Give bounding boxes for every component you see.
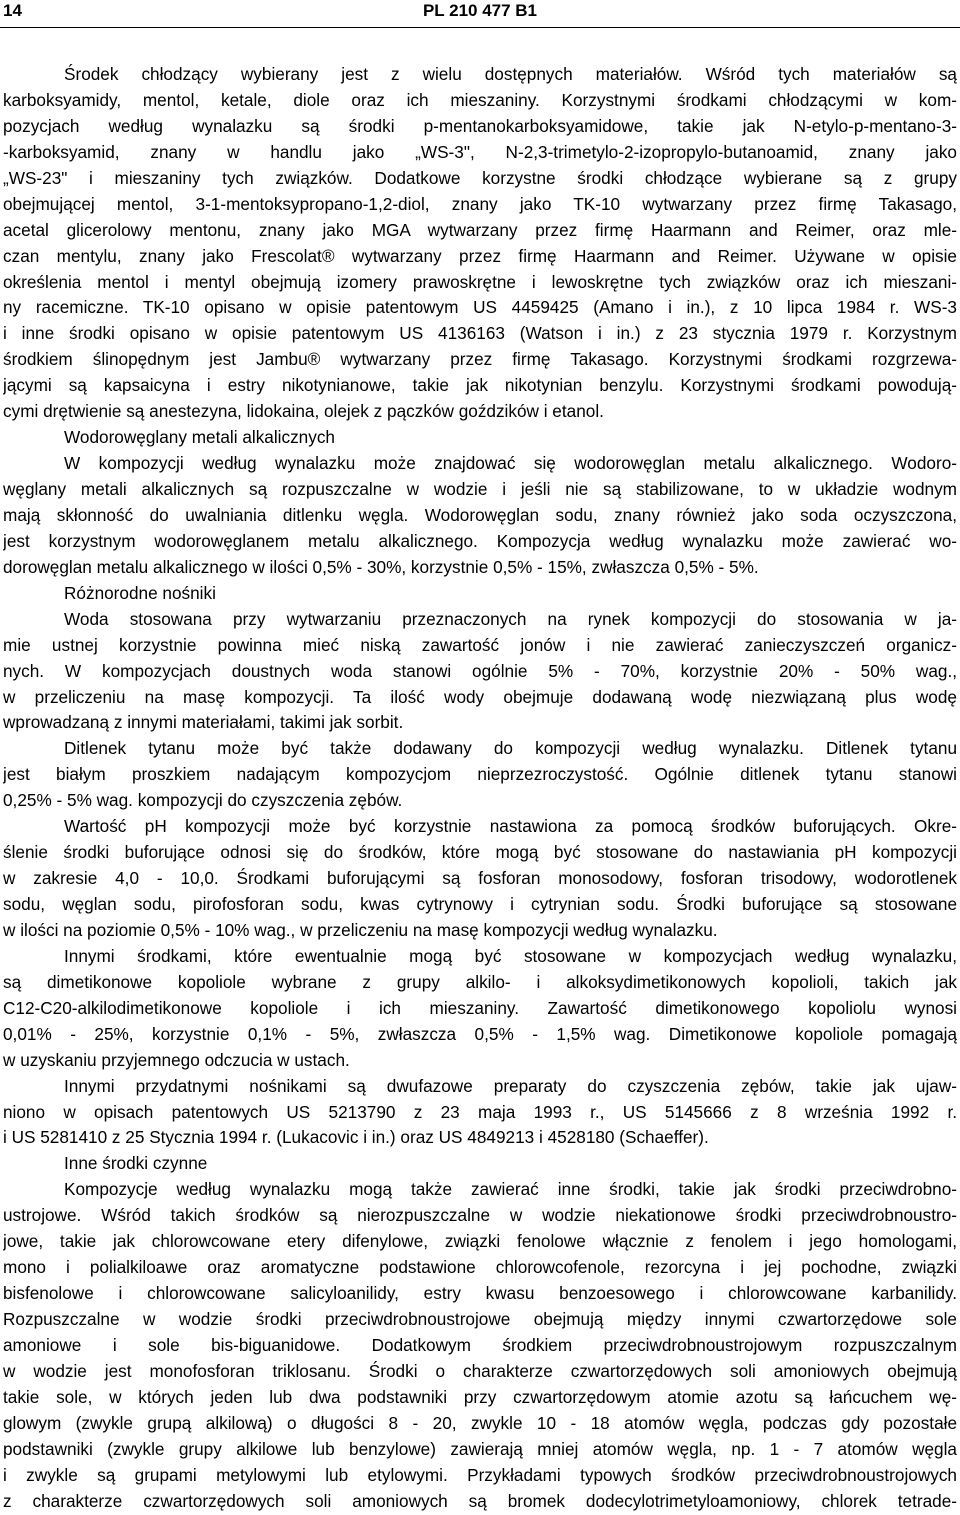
text-line: i inne środki opisano w opisie patentowym US 4136163 (Watson i in.) z 23 stycznia 1979 r. Korzystnym — [3, 323, 957, 344]
text-line: ślenie środki buforujące odnosi się do środków, które mogą być stosowane do nastawiania pH kompozycji — [3, 842, 957, 863]
page-number: 14 — [3, 1, 22, 20]
body-text — [3, 62, 957, 1515]
text-line: Środek chłodzący wybierany jest z wielu dostępnych materiałów. Wśród tych materiałów są — [64, 64, 957, 84]
text-line: acetal glicerolowy mentonu, znany jako MGA wytwarzany przez firmę Haarmann and Reimer, oraz mle- — [3, 219, 957, 240]
text-line: jest korzystnym wodorowęglanem metalu alkalicznego. Kompozycja według wynalazku może zawierać wo- — [3, 530, 957, 551]
text-line: Woda stosowana przy wytwarzaniu przeznaczonych na rynek kompozycji do stosowania w ja- — [64, 608, 957, 629]
text-line: węglany metali alkalicznych są rozpuszczalne w wodzie i jeśli nie są stabilizowane, to w układzie wodnym — [3, 479, 957, 499]
text-line: nych. W kompozycjach doustnych woda stanowi ogólnie 5% - 70%, korzystnie 20% - 50% wag., — [3, 660, 957, 681]
text-line: mają skłonność do uwalniania ditlenku węgla. Wodorowęglan sodu, znany również jako soda oczyszczona, — [3, 504, 957, 525]
patent-number: PL 210 477 B1 — [422, 1, 538, 20]
text-line: jowe, takie jak chlorowcowane etery difenylowe, związki fenolowe włącznie z fenolem i jego homologami, — [3, 1231, 957, 1252]
text-line: wprowadzaną z innymi materiałami, takimi jak sorbit. — [3, 712, 404, 733]
text-line: amoniowe i sole bis-biguanidowe. Dodatkowym środkiem przeciwdrobnoustrojowym rozpuszczalnym — [3, 1334, 957, 1355]
text-line: Rozpuszczalne w wodzie środki przeciwdrobnoustrojowe obejmują między innymi czwartorzędowe sole — [3, 1309, 957, 1329]
text-line: ny racemiczne. TK-10 opisano w opisie patentowym US 4459425 (Amano i in.), z 10 lipca 1984 r. WS-3 — [3, 297, 957, 318]
text-line: sodu, węglan sodu, pirofosforan sodu, kwas cytrynowy i cytrynian sodu. Środki buforujące są stosowane — [3, 894, 957, 914]
text-line: Innymi przydatnymi nośnikami są dwufazowe preparaty do czyszczenia zębów, takie jak ujaw- — [64, 1075, 957, 1096]
text-line: w przeliczeniu na masę kompozycji. Ta ilość wody obejmuje dodawaną wodę niezwiązaną plus wodę — [3, 686, 957, 707]
text-line: Kompozycje według wynalazku mogą także zawierać inne środki, takie jak środki przeciwdrobno- — [64, 1179, 957, 1200]
text-line: w wodzie jest monofosforan triklosanu. Środki o charakterze czwartorzędowych soli amoniowych obejmują — [3, 1360, 957, 1381]
text-line: Innymi środkami, które ewentualnie mogą być stosowane w kompozycjach według wynalazku, — [64, 945, 957, 966]
text-line: i zwykle są grupami metylowymi lub etylowymi. Przykładami typowych środków przeciwdrobnoustrojowych — [3, 1464, 957, 1485]
text-line: 0,25% - 5% wag. kompozycji do czyszczenia zębów. — [3, 790, 403, 811]
text-line: jest białym proszkiem nadającym kompozycjom nieprzezroczystość. Ogólnie ditlenek tytanu stanowi — [3, 764, 957, 785]
text-line: Różnorodne nośniki — [64, 582, 216, 603]
text-line: z charakterze czwartorzędowych soli amoniowych są bromek dodecylotrimetyloamoniowy, chlorek tetrade- — [3, 1490, 957, 1511]
text-line: określenia mentol i mentyl obejmują izomery prawoskrętne i lewoskrętne tych związków oraz ich mieszani- — [3, 271, 957, 292]
text-line: mono i polialkiloawe oraz aromatyczne podstawione chlorowcofenole, rezorcyna i jej pochodne, związki — [3, 1257, 957, 1278]
text-line: Wodorowęglany metali alkalicznych — [64, 427, 335, 448]
text-line: niono w opisach patentowych US 5213790 z 23 maja 1993 r., US 5145666 z 8 września 1992 r. — [3, 1101, 957, 1122]
text-line: -karboksyamid, znany w handlu jako „WS-3", N-2,3-trimetylo-2-izopropylo-butanoamid, znany jako — [3, 141, 957, 162]
text-line: W kompozycji według wynalazku może znajdować się wodorowęglan metalu alkalicznego. Wodoro- — [64, 453, 957, 474]
text-line: Inne środki czynne — [64, 1153, 208, 1174]
text-line: dorowęglan metalu alkalicznego w ilości 0,5% - 30%, korzystnie 0,5% - 15%, zwłaszcza 0,5% - 5%. — [3, 556, 759, 577]
text-line: pozycjach według wynalazku są środki p-mentanokarboksyamidowe, takie jak N-etylo-p-mentano-3- — [3, 115, 957, 136]
text-line: C12-C20-alkilodimetikonowe kopoliole i ich mieszaniny. Zawartość dimetikonowego kopoliolu wynosi — [3, 997, 957, 1018]
text-line: w zakresie 4,0 - 10,0. Środkami buforującymi są fosforan monosodowy, fosforan trisodowy, wodorotlenek — [3, 868, 957, 889]
text-line: czan mentylu, znany jako Frescolat® wytwarzany przez firmę Haarmann and Reimer. Używane w opisie — [3, 245, 957, 266]
text-line: glowym (zwykle grupą alkilową) o długości 8 - 20, zwykle 10 - 18 atomów węgla, podczas gdy pozostałe — [3, 1412, 957, 1433]
text-line: bisfenolowe i chlorowcowane salicyloanilidy, estry kwasu benzoesowego i chlorowcowane karbanilidy. — [3, 1283, 957, 1304]
text-line: środkiem ślinopędnym jest Jambu® wytwarzany przez firmę Takasago. Korzystnymi środkami rozgrzewa- — [3, 349, 957, 370]
text-line: takie sole, w których jeden lub dwa podstawniki przy czwartorzędowym atomie azotu są łańcuchem wę- — [3, 1386, 957, 1407]
text-line: mie ustnej korzystnie powinna mieć niską zawartość jonów i nie zawierać zanieczyszczeń organicz- — [3, 634, 957, 655]
text-line: jącymi są kapsaicyna i estry nikotynianowe, takie jak nikotynian benzylu. Korzystnymi środkami powodują- — [3, 375, 957, 396]
text-line: Wartość pH kompozycji może być korzystnie nastawiona za pomocą środków buforujących. Okre- — [64, 816, 957, 837]
text-line: w uzyskaniu przyjemnego odczucia w ustach. — [3, 1049, 350, 1070]
text-line: „WS-23" i mieszaniny tych związków. Dodatkowe korzystne środki chłodzące wybierane są z grupy — [3, 167, 957, 188]
text-line: podstawniki (zwykle grupy alkilowe lub benzylowe) zawierają mniej atomów węgla, np. 1 - 7 atomów węgla — [3, 1438, 957, 1459]
text-line: obejmującej mentol, 3-1-mentoksypropano-1,2-diol, znany jako TK-10 wytwarzany przez firmę Takasago, — [3, 193, 957, 214]
text-line: i US 5281410 z 25 Stycznia 1994 r. (Lukacovic i in.) oraz US 4849213 i 4528180 (Schaeffer). — [3, 1127, 709, 1148]
text-line: Ditlenek tytanu może być także dodawany do kompozycji według wynalazku. Ditlenek tytanu — [64, 738, 957, 759]
text-line: 0,01% - 25%, korzystnie 0,1% - 5%, zwłaszcza 0,5% - 1,5% wag. Dimetikonowe kopoliole pomagają — [3, 1023, 957, 1044]
header-rule — [0, 27, 960, 28]
text-line: cymi drętwienie są anestezyna, lidokaina, olejek z pączków goździków i etanol. — [3, 401, 604, 422]
text-line: są dimetikonowe kopoliole wybrane z grupy alkilo- i alkoksydimetikonowych kopolioli, takich jak — [3, 971, 957, 992]
page-header — [0, 0, 960, 28]
text-line: karboksyamidy, mentol, ketale, diole oraz ich mieszaniny. Korzystnymi środkami chłodzącymi w kom- — [3, 89, 957, 110]
text-line: w ilości na poziomie 0,5% - 10% wag., w przeliczeniu na masę kompozycji według wynalazku. — [3, 919, 718, 940]
text-line: ustrojowe. Wśród takich środków są nierozpuszczalne w wodzie niekationowe środki przeciwdrobnoustro- — [3, 1205, 957, 1226]
